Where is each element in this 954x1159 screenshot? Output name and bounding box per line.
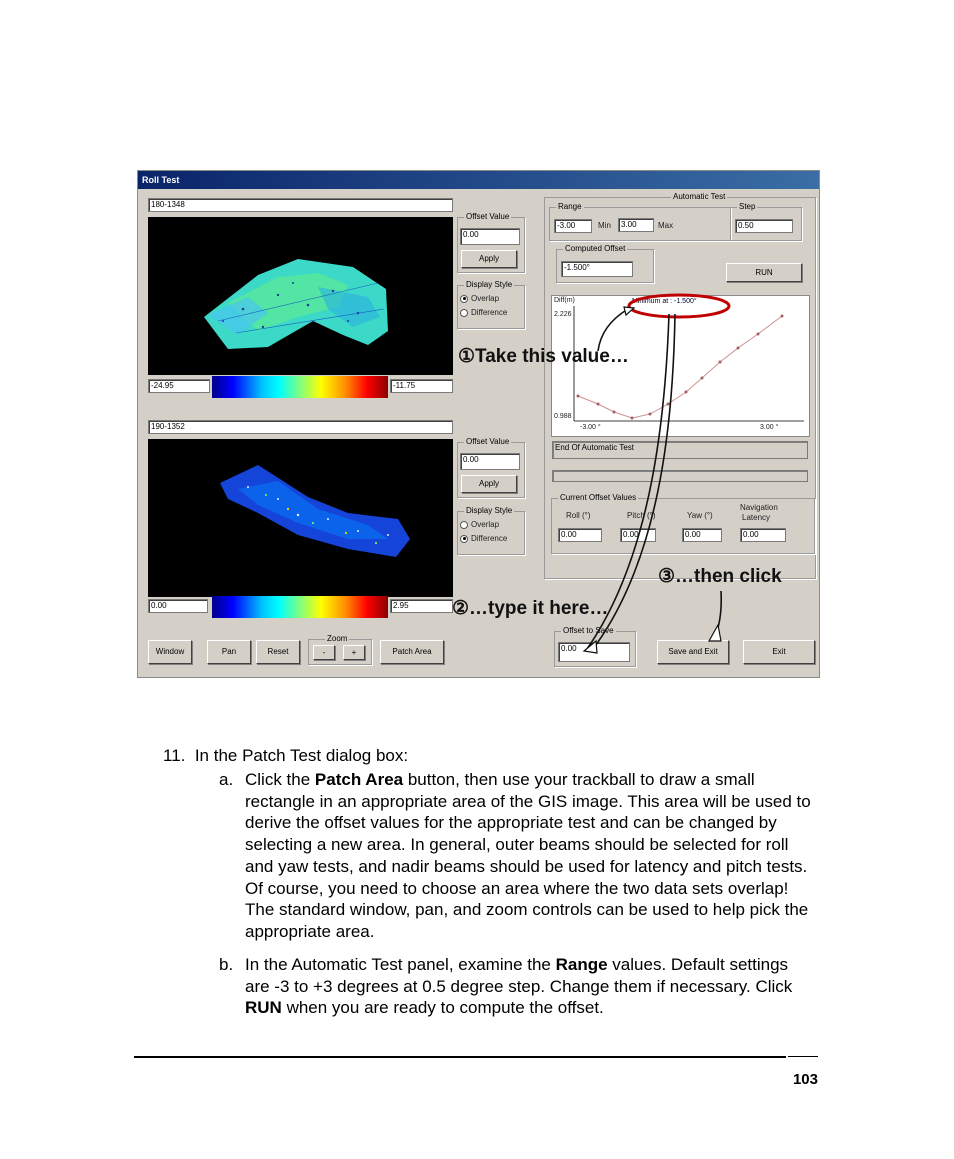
bottom-offset-caption: Offset Value bbox=[466, 437, 510, 446]
top-color-scale bbox=[212, 376, 388, 398]
patch-area-term: Patch Area bbox=[314, 770, 404, 789]
arrow-then-click bbox=[714, 591, 721, 639]
current-offsets-caption: Current Offset Values bbox=[560, 493, 637, 502]
graph-x-left: -3.00 ° bbox=[580, 424, 601, 431]
pitch-field: 0.00 bbox=[620, 528, 656, 542]
status-field: End Of Automatic Test bbox=[552, 441, 808, 459]
exit-button[interactable]: Exit bbox=[743, 640, 815, 664]
graph-minimum-note: Minimum at : -1.500° bbox=[632, 298, 697, 305]
graph-y-label: Diff(m) bbox=[554, 297, 575, 304]
top-offset-group bbox=[457, 212, 525, 273]
run-button[interactable]: RUN bbox=[726, 263, 802, 282]
graph-y-bottom: 0.988 bbox=[554, 413, 572, 420]
bottom-scale-max: 2.95 bbox=[390, 599, 453, 613]
range-term: Range bbox=[555, 955, 608, 974]
annotation-then-click: ③…then click bbox=[658, 566, 782, 587]
bottom-difference-radio[interactable]: Difference bbox=[460, 534, 507, 543]
bottom-display-style-group bbox=[457, 506, 525, 555]
page-number: 103 bbox=[792, 1071, 818, 1088]
top-scale-min: -24.95 bbox=[148, 379, 210, 393]
step-11b-text: In the Automatic Test panel, examine the Range values. Default settings are -3 to +3 degrees at 0.5 degree step. Change them if necessary. Click RUN when you are ready to compute the offset. bbox=[245, 955, 793, 1018]
max-label: Max bbox=[658, 221, 674, 230]
bottom-offset-group bbox=[457, 437, 525, 498]
top-offset-caption: Offset Value bbox=[466, 212, 510, 221]
top-gis-image bbox=[148, 217, 453, 375]
pan-button[interactable]: Pan bbox=[207, 640, 251, 664]
patch-area-button[interactable]: Patch Area bbox=[380, 640, 444, 664]
top-line-label: 180-1348 bbox=[148, 198, 453, 212]
top-apply-button[interactable]: Apply bbox=[461, 250, 517, 268]
step-caption: Step bbox=[739, 202, 756, 211]
save-and-exit-button[interactable]: Save and Exit bbox=[657, 640, 729, 664]
footer-rule bbox=[134, 1056, 786, 1058]
automatic-test-caption: Automatic Test bbox=[673, 192, 726, 201]
computed-offset-field: -1.500° bbox=[561, 261, 633, 277]
reset-button[interactable]: Reset bbox=[256, 640, 300, 664]
step-11a-label: a. bbox=[219, 770, 234, 789]
bottom-overlap-radio[interactable]: Overlap bbox=[460, 520, 499, 529]
top-display-style-group bbox=[457, 280, 525, 329]
step-11-number: 11. bbox=[163, 746, 186, 765]
zoom-in-button[interactable]: + bbox=[343, 645, 365, 660]
bottom-display-style-caption: Display Style bbox=[466, 506, 513, 515]
range-min-input[interactable]: -3.00 bbox=[554, 219, 592, 233]
window-title: Roll Test bbox=[138, 171, 819, 189]
current-offsets-group bbox=[551, 493, 815, 554]
offset-to-save-input[interactable]: 0.00 bbox=[558, 642, 630, 662]
zoom-out-button[interactable]: - bbox=[313, 645, 335, 660]
zoom-caption: Zoom bbox=[327, 634, 348, 643]
step-input[interactable]: 0.50 bbox=[735, 219, 793, 233]
annotation-take-value: ①Take this value… bbox=[458, 346, 629, 367]
range-group bbox=[549, 202, 731, 241]
step-group bbox=[730, 202, 802, 241]
bottom-line-label: 190-1352 bbox=[148, 420, 453, 434]
pitch-label: Pitch (°) bbox=[627, 511, 656, 520]
latency-field: 0.00 bbox=[740, 528, 786, 542]
top-overlap-radio[interactable]: Overlap bbox=[460, 294, 499, 303]
progress-field bbox=[552, 470, 808, 482]
zoom-group bbox=[308, 634, 372, 665]
offset-to-save-group bbox=[554, 626, 636, 667]
bottom-color-scale bbox=[212, 596, 388, 618]
min-label: Min bbox=[598, 221, 611, 230]
latency-label-1: Navigation bbox=[740, 503, 778, 512]
range-caption: Range bbox=[558, 202, 582, 211]
yaw-label: Yaw (°) bbox=[687, 511, 713, 520]
roll-test-screenshot bbox=[137, 170, 820, 678]
top-scale-max: -11.75 bbox=[390, 379, 453, 393]
computed-offset-caption: Computed Offset bbox=[565, 244, 626, 253]
window-button[interactable]: Window bbox=[148, 640, 192, 664]
latency-label-2: Latency bbox=[742, 513, 771, 522]
step-11b-label: b. bbox=[219, 955, 234, 974]
step-11-text: In the Patch Test dialog box: bbox=[194, 746, 409, 765]
bottom-gis-image bbox=[148, 439, 453, 597]
bottom-scale-min: 0.00 bbox=[148, 599, 208, 613]
bottom-apply-button[interactable]: Apply bbox=[461, 475, 517, 493]
step-11a-text: Click the Patch Area button, then use your trackball to draw a small rectangle in an appropriate area of the GIS image. This area will be used to derive the offset values for the appropriate test and can be changed by selecting a new area. In general, outer beams should be selected for roll and yaw tests, and nadir beams should be used for latency and pitch tests. Of course, you need to choose an area where the two data sets overlap! The standard window, pan, and zoom controls can be used to help pick the appropriate area. bbox=[245, 770, 811, 941]
roll-label: Roll (°) bbox=[566, 511, 591, 520]
offset-to-save-caption: Offset to Save bbox=[563, 626, 614, 635]
run-term: RUN bbox=[245, 998, 282, 1018]
bottom-offset-input[interactable]: 0.00 bbox=[460, 453, 520, 470]
yaw-field: 0.00 bbox=[682, 528, 722, 542]
graph-y-top: 2.226 bbox=[554, 311, 572, 318]
top-display-style-caption: Display Style bbox=[466, 280, 513, 289]
range-max-input[interactable]: 3.00 bbox=[618, 218, 654, 232]
graph-x-right: 3.00 ° bbox=[760, 424, 779, 431]
top-difference-radio[interactable]: Difference bbox=[460, 308, 507, 317]
computed-offset-group bbox=[556, 244, 654, 283]
annotation-type-here: ②…type it here… bbox=[452, 598, 609, 619]
step-11 bbox=[163, 745, 408, 767]
page-number-rule bbox=[788, 1056, 818, 1057]
roll-field: 0.00 bbox=[558, 528, 602, 542]
top-offset-input[interactable]: 0.00 bbox=[460, 228, 520, 245]
